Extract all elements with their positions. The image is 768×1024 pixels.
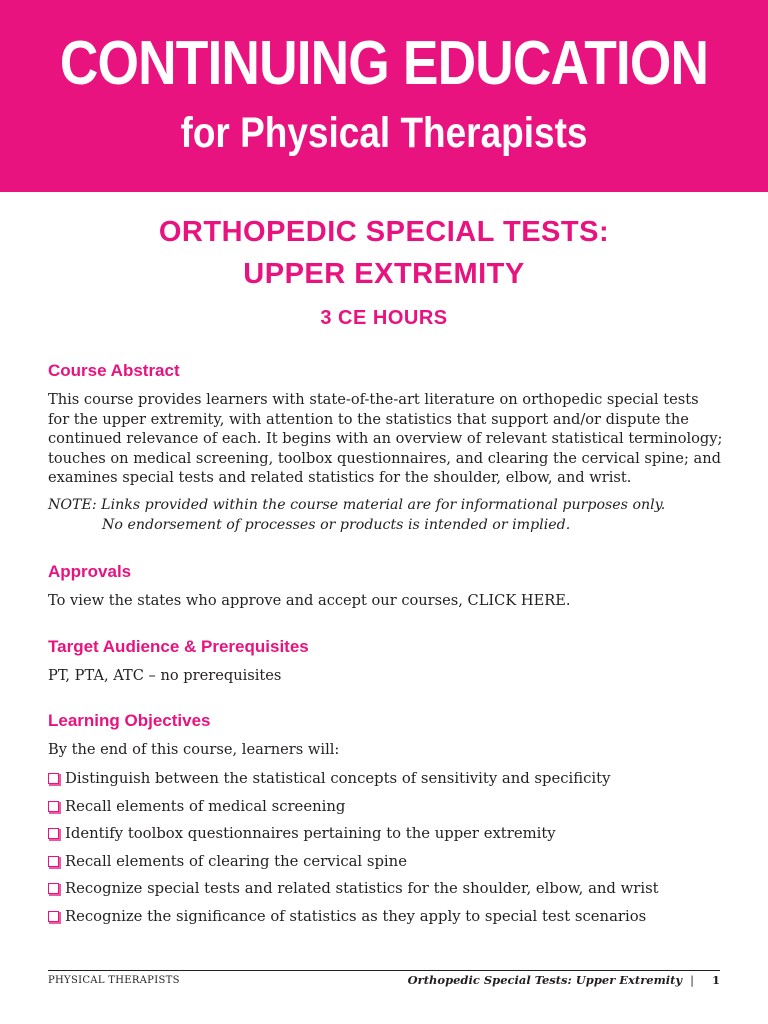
abstract-line: touches on medical screening, toolbox questionnaires, and clearing the cervical spine; and — [48, 449, 721, 467]
abstract-line: This course provides learners with state-of-the-art literature on orthopedic special tests — [48, 391, 699, 408]
approvals-heading: Approvals — [48, 562, 132, 581]
page-number: 1 — [711, 973, 720, 987]
abstract-line: for the upper extremity, with attention to the statistics that support and/or dispute the — [48, 410, 689, 428]
course-title-line2: UPPER EXTREMITY — [243, 258, 525, 290]
checkbox-icon — [48, 801, 59, 812]
abstract-line: examines special tests and related statistics for the shoulder, elbow, and wrist. — [48, 469, 632, 486]
objective-text: Recognize the significance of statistics as they apply to special test scenarios — [65, 907, 647, 925]
list-item — [48, 848, 738, 876]
objective-text: Recall elements of clearing the cervical spine — [65, 852, 407, 870]
objective-text: Identify toolbox questionnaires pertaining to the upper extremity — [65, 825, 556, 843]
list-item — [48, 793, 738, 821]
objective-text: Recognize special tests and related statistics for the shoulder, elbow, and wrist — [65, 880, 659, 898]
approvals-text[interactable]: To view the states who approve and accept our courses, CLICK HERE. — [48, 592, 571, 609]
footer-right — [408, 972, 720, 988]
checkbox-icon — [48, 828, 59, 839]
list-item — [48, 875, 738, 903]
note-line2: No endorsement of processes or products is intended or implied. — [102, 516, 571, 533]
objectives-list — [48, 765, 738, 931]
banner-title: CONTINUING EDUCATION — [59, 29, 709, 98]
checkbox-icon — [48, 911, 59, 922]
footer-left-label: PHYSICAL THERAPISTS — [48, 975, 180, 986]
list-item — [48, 765, 738, 793]
abstract-text — [48, 390, 728, 488]
abstract-line: continued relevance of each. It begins with an overview of relevant statistical terminology; — [48, 430, 723, 447]
abstract-heading: Course Abstract — [48, 361, 180, 380]
objective-text: Distinguish between the statistical concepts of sensitivity and specificity — [65, 770, 611, 787]
footer-separator: | — [690, 973, 694, 987]
banner-subtitle: for Physical Therapists — [180, 109, 588, 157]
list-item — [48, 820, 738, 848]
note-line1: NOTE: Links provided within the course material are for informational purposes only. — [48, 497, 666, 513]
course-title-line1: ORTHOPEDIC SPECIAL TESTS: — [158, 216, 610, 248]
objectives-heading: Learning Objectives — [48, 711, 211, 730]
audience-text: PT, PTA, ATC – no prerequisites — [48, 667, 282, 684]
ce-hours: 3 CE HOURS — [320, 307, 448, 329]
checkbox-icon — [48, 883, 59, 894]
abstract-note — [48, 496, 728, 535]
checkbox-icon — [48, 856, 59, 867]
header-banner — [0, 0, 768, 192]
footer-course-title: Orthopedic Special Tests: Upper Extremity — [407, 973, 683, 987]
footer-divider — [48, 970, 720, 971]
audience-heading: Target Audience & Prerequisites — [48, 637, 309, 656]
objectives-intro: By the end of this course, learners will: — [48, 741, 340, 758]
list-item — [48, 903, 738, 931]
checkbox-icon — [48, 773, 59, 784]
objective-text: Recall elements of medical screening — [65, 797, 346, 815]
